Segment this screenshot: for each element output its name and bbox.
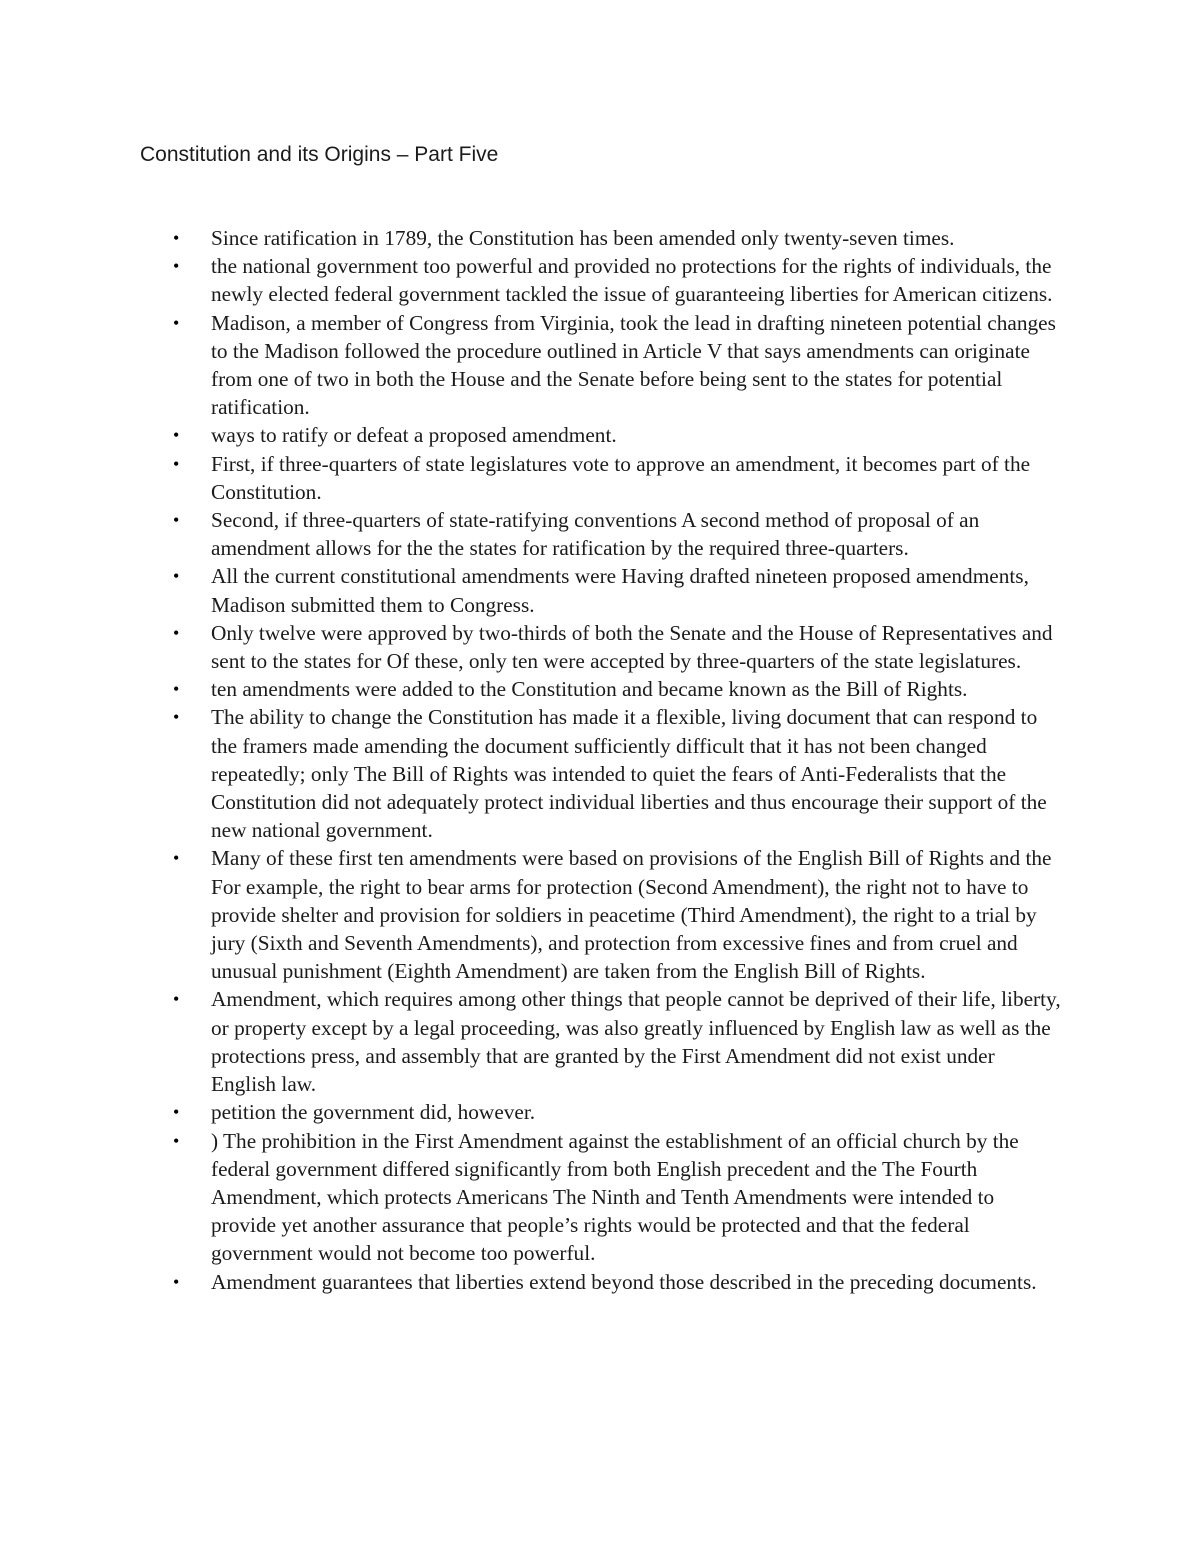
list-item <box>0 562 1061 618</box>
bullet-icon: • <box>173 312 180 333</box>
bullet-icon: • <box>173 848 180 869</box>
list-item-text: The ability to change the Constitution has made it a flexible, living document that can respond to the framers made amending the document sufficiently difficult that it has not been changed repeatedly; only The Bill of Rights was intended to quiet the fears of Anti-Federalists that the Constitution did not adequately protect individual liberties and thus encourage their support of the new national government. <box>211 705 1047 843</box>
bullet-icon: • <box>173 622 180 643</box>
list-item-text: Madison, a member of Congress from Virginia, took the lead in drafting nineteen potential changes to the Madison followed the procedure outlined in Article V that says amendments can originate from one of two in both the House and the Senate before being sent to the states for potential ratification. <box>211 310 1056 420</box>
list-item <box>0 1098 1061 1126</box>
list-item-text: All the current constitutional amendments were Having drafted nineteen proposed amendments, Madison submitted them to Congress. <box>211 564 1029 617</box>
document-title: Constitution and its Origins – Part Five <box>140 143 499 166</box>
list-item <box>0 1268 1061 1296</box>
list-item-text: Many of these first ten amendments were based on provisions of the English Bill of Rights and the For example, the right to bear arms for protection (Second Amendment), the right not to have to provide shelter and provision for soldiers in peacetime (Third Amendment), the right to a trial by jury (Sixth and Seventh Amendments), and protection from excessive fines and from cruel and unusual punishment (Eighth Amendment) are taken from the English Bill of Rights. <box>211 846 1052 984</box>
list-item <box>0 252 1061 308</box>
list-item <box>0 1127 1061 1268</box>
list-item-text: Amendment, which requires among other things that people cannot be deprived of their life, liberty, or property except by a legal proceeding, was also greatly influenced by English law as well as the protections press, and assembly that are granted by the First Amendment did not exist under English law. <box>211 987 1061 1097</box>
bullet-icon: • <box>173 1102 180 1123</box>
list-item-text: ten amendments were added to the Constitution and became known as the Bill of Rights. <box>211 677 968 702</box>
bullet-icon: • <box>173 510 180 531</box>
list-item-text: petition the government did, however. <box>211 1100 536 1125</box>
list-item <box>0 224 1061 252</box>
list-item <box>0 985 1061 1098</box>
bullet-icon: • <box>173 707 180 728</box>
list-item-text: Amendment guarantees that liberties extend beyond those described in the preceding documents. <box>211 1269 1037 1294</box>
list-item-text: Second, if three-quarters of state-ratifying conventions A second method of proposal of an amendment allows for the the states for ratification by the required three-quarters. <box>211 508 980 561</box>
bullet-icon: • <box>173 453 180 474</box>
list-item <box>0 675 1061 703</box>
bullet-icon: • <box>173 256 180 277</box>
list-item-text: the national government too powerful and provided no protections for the rights of individuals, the newly elected federal government tackled the issue of guaranteeing liberties for American citizens. <box>211 254 1053 307</box>
bullet-icon: • <box>173 425 180 446</box>
list-item-text: First, if three-quarters of state legislatures vote to approve an amendment, it becomes part of the Constitution. <box>211 451 1031 504</box>
list-item <box>0 506 1061 562</box>
list-item-text: ways to ratify or defeat a proposed amendment. <box>211 423 617 448</box>
list-item <box>0 450 1061 506</box>
list-item <box>0 703 1061 844</box>
bullet-icon: • <box>173 566 180 587</box>
bullet-icon: • <box>173 989 180 1010</box>
bullet-icon: • <box>173 1271 180 1292</box>
list-item <box>0 844 1061 985</box>
list-item-text: ) The prohibition in the First Amendment against the establishment of an official church by the federal government differed significantly from both English precedent and the The Fourth Amendment, which protects Americans The Ninth and Tenth Amendments were intended to provide yet another assurance that people’s rights would be protected and that the federal government would not become too powerful. <box>211 1128 1019 1266</box>
list-item-text: Since ratification in 1789, the Constitution has been amended only twenty-seven times. <box>211 226 955 250</box>
bullet-list <box>0 224 1200 1296</box>
list-item-text: Only twelve were approved by two-thirds of both the Senate and the House of Representatives and sent to the states for Of these, only ten were accepted by three-quarters of the state legislatures. <box>211 620 1053 674</box>
bullet-icon: • <box>173 679 180 700</box>
list-item <box>0 619 1061 675</box>
bullet-icon: • <box>173 228 180 248</box>
list-item <box>0 309 1061 422</box>
bullet-icon: • <box>173 1130 180 1151</box>
list-item <box>0 421 1061 449</box>
